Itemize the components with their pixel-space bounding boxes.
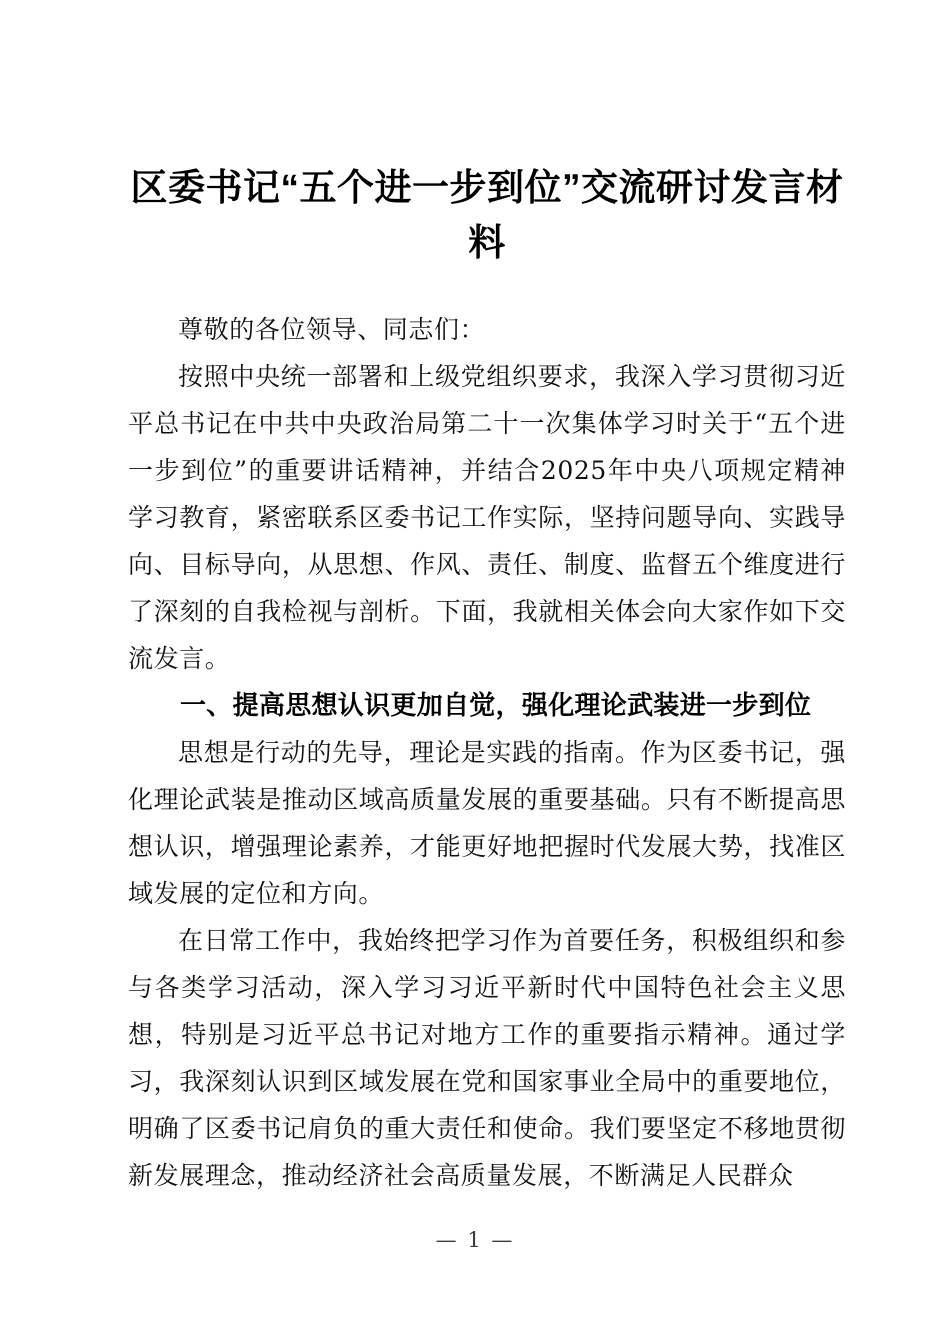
intro-paragraph: 按照中央统一部署和上级党组织要求，我深入学习贯彻习近平总书记在中共中央政治局第二十一次集体学习时关于“五个进一步到位”的重要讲话精神，并结合2025年中央八项规定精神学习教育，紧密联系区委书记工作实际，坚持问题导向、实践导向、目标导向，从思想、作风、责任、制度、监督五个维度进行了深刻的自我检视与剖析。下面，我就相关体会向大家作如下交流发言。: [128, 362, 846, 673]
section-1-paragraph-1: 思想是行动的先导，理论是实践的指南。作为区委书记，强化理论武装是推动区域高质量发展的重要基础。只有不断提高思想认识，增强理论素养，才能更好地把握时代发展大势，找准区域发展的定位和方向。: [128, 738, 846, 908]
section-heading-1: 一、提高思想认识更加自觉，强化理论武装进一步到位: [180, 690, 812, 720]
page-number-footer: — 1 —: [435, 1228, 515, 1252]
document-body: [128, 0, 846, 1199]
page-title: 区委书记“五个进一步到位”交流研讨发言材料: [130, 167, 844, 263]
section-1-paragraph-2: 在日常工作中，我始终把学习作为首要任务，积极组织和参与各类学习活动，深入学习习近平新时代中国特色社会主义思想，特别是习近平总书记对地方工作的重要指示精神。通过学习，我深刻认识到区域发展在党和国家事业全局中的重要地位，明确了区委书记肩负的重大责任和使命。我们要坚定不移地贯彻新发展理念，推动经济社会高质量发展，不断满足人民群众: [128, 926, 846, 1190]
title-spacer: [128, 270, 846, 306]
salutation-line: 尊敬的各位领导、同志们：: [178, 315, 486, 344]
